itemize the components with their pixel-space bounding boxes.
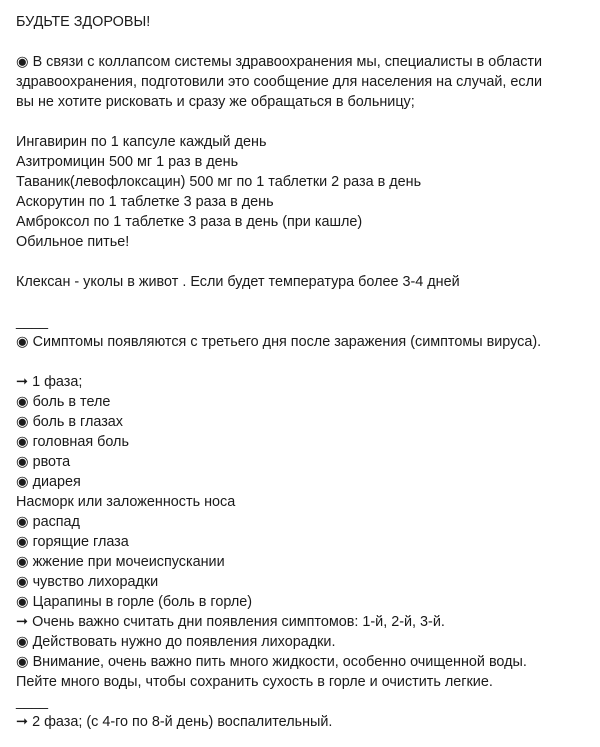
document	[16, 12, 594, 732]
spacer	[16, 112, 594, 132]
symptom-item: ◉ Царапины в горле (боль в горле)	[16, 592, 594, 612]
intro-line: здравоохранения, подготовили это сообщение для населения на случай, если	[16, 74, 543, 90]
medication-item: Амброксол по 1 таблетке 3 раза в день (при кашле)	[16, 214, 363, 230]
symptom-item: ◉ диарея	[16, 472, 594, 492]
symptom-item: ◉ жжение при мочеиспускании	[16, 552, 594, 572]
symptom-item: ◉ боль в теле	[16, 392, 594, 412]
water-note-continued: Пейте много воды, чтобы сохранить сухость в горле и очистить легкие.	[16, 674, 493, 690]
medication-item: Таваник(левофлоксацин) 500 мг по 1 таблетки 2 раза в день	[16, 174, 422, 190]
symptoms-intro: ◉ Симптомы появляются с третьего дня после заражения (симптомы вируса).	[16, 332, 594, 352]
spacer	[16, 32, 594, 52]
symptom-item: ◉ распад	[16, 512, 594, 532]
spacer	[16, 252, 594, 272]
medication-item: Азитромицин 500 мг 1 раз в день	[16, 154, 239, 170]
symptom-item: ◉ горящие глаза	[16, 532, 594, 552]
spacer	[16, 292, 594, 312]
symptom-item: ◉ боль в глазах	[16, 412, 594, 432]
phase-1-heading: ➞ 1 фаза;	[16, 372, 594, 392]
separator-line: ____	[16, 314, 49, 330]
count-days-note: ➞ Очень важно считать дни появления симптомов: 1-й, 2-й, 3-й.	[16, 612, 594, 632]
symptom-item: ◉ головная боль	[16, 432, 594, 452]
act-note: ◉ Действовать нужно до появления лихорадки.	[16, 632, 594, 652]
separator-line: ____	[16, 694, 49, 710]
medication-item: Аскорутин по 1 таблетке 3 раза в день	[16, 194, 274, 210]
spacer	[16, 352, 594, 372]
medication-item: Обильное питье!	[16, 234, 130, 250]
medication-item: Ингавирин по 1 капсуле каждый день	[16, 134, 267, 150]
clexane-note: Клексан - уколы в живот . Если будет температура более 3-4 дней	[16, 274, 460, 290]
symptom-item: ◉ чувство лихорадки	[16, 572, 594, 592]
intro-line: ◉ В связи с коллапсом системы здравоохранения мы, специалисты в области	[16, 52, 594, 72]
phase-2-heading: ➞ 2 фаза; (с 4-го по 8-й день) воспалительный.	[16, 712, 594, 732]
document-title: БУДЬТЕ ЗДОРОВЫ!	[16, 14, 151, 30]
symptom-item: ◉ рвота	[16, 452, 594, 472]
runny-nose-note: Насморк или заложенность носа	[16, 494, 236, 510]
intro-line: вы не хотите рисковать и сразу же обращаться в больницу;	[16, 94, 415, 110]
water-note: ◉ Внимание, очень важно пить много жидкости, особенно очищенной воды.	[16, 652, 594, 672]
